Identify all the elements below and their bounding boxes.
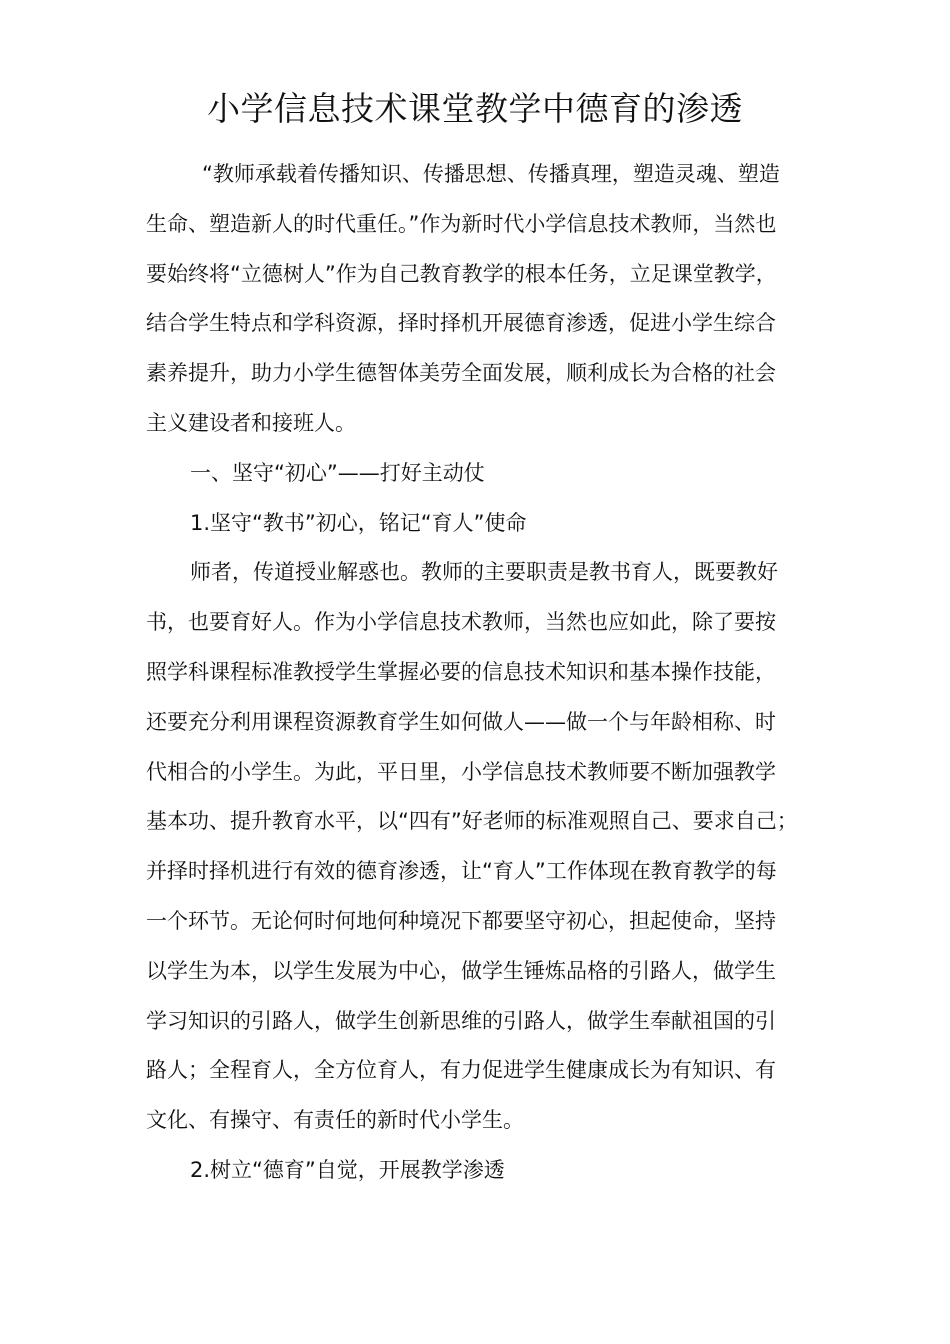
document-title: 小学信息技术课堂教学中德育的渗透 xyxy=(207,89,743,128)
paragraph-line: 并择时择机进行有效的德育渗透，让“育人”工作体现在教育教学的每 xyxy=(146,859,777,884)
paragraph-line: 素养提升，助力小学生德智体美劳全面发展，顺利成长为合格的社会 xyxy=(146,361,776,386)
paragraph-line: 主义建设者和接班人。 xyxy=(146,410,356,435)
paragraph-line: 还要充分利用课程资源教育学生如何做人——做一个与年龄相称、时 xyxy=(146,709,776,734)
subsection-heading: 1.坚守“教书”初心，铭记“育人”使命 xyxy=(190,510,527,535)
paragraph-line: 以学生为本，以学生发展为中心，做学生锤炼品格的引路人，做学生 xyxy=(146,958,776,983)
paragraph-line: “教师承载着传播知识、传播思想、传播真理，塑造灵魂、塑造 xyxy=(202,162,780,186)
paragraph-line: 照学科课程标准教授学生掌握必要的信息技术知识和基本操作技能， xyxy=(146,659,776,684)
paragraph-line: 生命、塑造新人的时代重任。”作为新时代小学信息技术教师，当然也 xyxy=(146,211,777,236)
paragraph-line: 书，也要育好人。作为小学信息技术教师，当然也应如此，除了要按 xyxy=(146,610,776,635)
subsection-heading: 2.树立“德育”自觉，开展教学渗透 xyxy=(190,1157,505,1182)
document-body xyxy=(146,150,818,1196)
section-heading: 一、坚守“初心”——打好主动仗 xyxy=(190,460,485,485)
paragraph-line: 基本功、提升教育水平，以“四有”好老师的标准观照自己、要求自己； xyxy=(146,809,798,834)
paragraph-line: 文化、有操守、有责任的新时代小学生。 xyxy=(146,1108,524,1133)
paragraph-line: 师者，传道授业解惑也。教师的主要职责是教书育人，既要教好 xyxy=(190,560,778,585)
paragraph-line: 路人；全程育人，全方位育人，有力促进学生健康成长为有知识、有 xyxy=(146,1058,776,1083)
paragraph-line: 结合学生特点和学科资源，择时择机开展德育渗透，促进小学生综合 xyxy=(146,311,776,336)
paragraph-line: 代相合的小学生。为此，平日里，小学信息技术教师要不断加强教学 xyxy=(146,759,776,784)
paragraph-line: 学习知识的引路人，做学生创新思维的引路人，做学生奉献祖国的引 xyxy=(146,1008,776,1033)
paragraph-line: 一个环节。无论何时何地何种境况下都要坚守初心，担起使命，坚持 xyxy=(146,908,776,933)
paragraph-line: 要始终将“立德树人”作为自己教育教学的根本任务，立足课堂教学， xyxy=(146,261,777,286)
